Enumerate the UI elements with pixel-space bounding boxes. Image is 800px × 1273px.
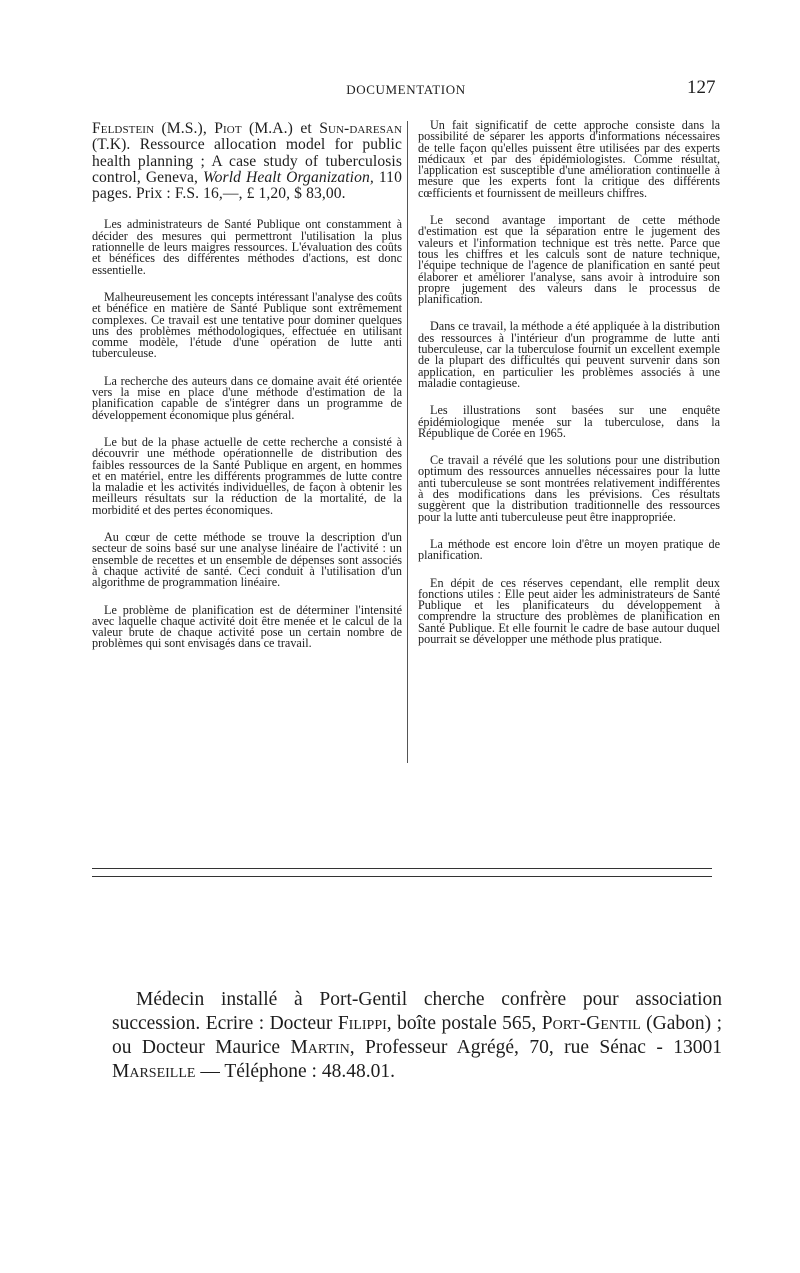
page-header-title: DOCUMENTATION (346, 82, 466, 97)
ad-text-4: , Professeur Agrégé, 70, rue Sénac - 13001 (349, 1036, 722, 1058)
right-column (418, 120, 720, 661)
citation-details: 110 pages. Prix : F.S. 16,—, £ 1,20, $ 83,00. (92, 168, 402, 203)
citation-author-1: Feldstein (92, 120, 155, 137)
ad-name-1: Filippi (337, 1012, 387, 1034)
citation-author-2: Piot (214, 120, 242, 137)
citation-title: Ressource allocation model for public health planning ; A case study of tuberculosis control, Geneva, (92, 136, 402, 186)
section-separator-bottom (92, 876, 712, 877)
right-paragraph-1: Un fait significatif de cette approche consiste dans la possibilité de séparer les apports d'informations nécessaires de telle façon qu'elles puissent être utilisées par des experts médicaux et par des épidémiologistes. Comme résultat, l'application est susceptible d'une amélioration continuelle à mesure que les experts font la critique des différents cœfficients et fournissent de meilleurs chiffres. (418, 118, 720, 200)
page-number: 127 (687, 77, 716, 98)
left-paragraph-2: Malheureusement les concepts intéressant l'analyse des coûts et bénéfice en matière de Santé Publique sont extrêmement complexes. Ce travail est une tentative pour dominer quelques uns des problèmes méthodologiques, effectuée en utilisant comme modèle, l'étude d'une opération de lutte anti tuberculeuse. (92, 289, 402, 361)
left-paragraph-4: Le but de la phase actuelle de cette recherche a consisté à découvrir une méthode opérationnelle de distribution des faibles ressources de la Santé Publique en argent, en hommes et en matériel, entre les différents programmes de lutte contre la maladie et les activités individuelles, de façon à obtenir les meilleurs résultats sur la réduction de la mortalité, de la morbidité et des pertes économiques. (92, 434, 402, 517)
section-separator-top (92, 868, 712, 869)
ad-city-1: Port-Gentil (541, 1012, 641, 1034)
citation-publisher: World Healt Organization, (203, 168, 374, 186)
ad-text-3: (Gabon) ; ou Docteur Maurice (112, 1012, 722, 1058)
right-paragraph-6: La méthode est encore loin d'être un moyen pratique de planification. (418, 536, 720, 563)
left-paragraph-5: Au cœur de cette méthode se trouve la description d'un secteur de soins basé sur une analyse linéaire de l'activité : un ensemble de recettes et un ensemble de dépenses sont associés à chaque activité de santé. Ceci conduit à l'utilisation d'un algorithme de programmation linéaire. (92, 530, 402, 590)
citation-author-3: Sun-daresan (319, 120, 402, 137)
book-citation (92, 121, 402, 202)
left-paragraph-6: Le problème de planification est de déterminer l'intensité avec laquelle chaque activité doit être menée et le calcul de la valeur brute de chaque activité pose un certain nombre de problèmes qui sont envisagés dans ce travail. (92, 602, 402, 651)
right-paragraph-4: Les illustrations sont basées sur une enquête épidémiologique menée sur la tuberculose, dans la République de Corée en 1965. (418, 403, 720, 440)
right-paragraph-3: Dans ce travail, la méthode a été appliquée à la distribution des ressources à l'intérieur d'un programme de lutte anti tuberculeuse, car la tuberculose fournit un excellent exemple de la plupart des difficultés qui peuvent survenir dans son application, en particulier les problèmes associés à une maladie contagieuse. (418, 319, 720, 390)
ad-city-2: Marseille (112, 1060, 196, 1082)
citation-author-2-initials: (M.A.) et (241, 120, 320, 137)
column-divider (407, 121, 408, 763)
right-paragraph-7: En dépit de ces réserves cependant, elle remplit deux fonctions utiles : Elle peut aider les administrateurs de Santé Publique et les planificateurs du développement à comprendre la structure des problèmes de planification en Santé Publique. Et elle fournit le cadre de base autour duquel pourrait se développer une méthode plus pratique. (418, 575, 720, 646)
ad-name-2: Martin (290, 1036, 350, 1058)
right-paragraph-2: Le second avantage important de cette méthode d'estimation est que la séparation entre le jugement des valeurs et l'information technique est très nette. Parce que tous les chiffres et les calculs sont de nature technique, l'équipe technique de l'agence de planification en santé peut élaborer et améliorer l'analyse, sans avoir à introduire son propre jugement des valeurs dans le processus de planification. (418, 213, 720, 307)
classified-advertisement (112, 988, 722, 1084)
citation-author-1-initials: (M.S.), (154, 120, 215, 137)
left-column (92, 121, 402, 666)
left-paragraph-1: Les administrateurs de Santé Publique ont constamment à décider des mesures qui permettront l'utilisation la plus rationnelle de leurs maigres ressources. L'évaluation des coûts et bénéfices des différentes méthodes d'actions, est donc essentielle. (92, 217, 402, 277)
left-paragraph-3: La recherche des auteurs dans ce domaine avait été orientée vers la mise en place d'une méthode d'estimation de la planification capable de s'intégrer dans un programme de développement économique plus général. (92, 373, 402, 422)
ad-text-2: , boîte postale 565, (386, 1012, 542, 1034)
citation-author-3-initials: (T.K). (92, 136, 140, 154)
ad-text-5: — Téléphone : 48.48.01. (195, 1060, 395, 1082)
right-paragraph-5: Ce travail a révélé que les solutions pour une distribution optimum des ressources annuelles nécessaires pour la lutte anti tuberculeuse se sont montrées relativement indifférentes à des modifications dans les prévisions. Ces résultats suggèrent que la distribution traditionnelle des ressources pour la lutte anti tuberculeuse peut être inappropriée. (418, 453, 720, 524)
ad-text-1: Médecin installé à Port-Gentil cherche confrère pour association succession. Ecrire : Docteur (112, 988, 722, 1034)
